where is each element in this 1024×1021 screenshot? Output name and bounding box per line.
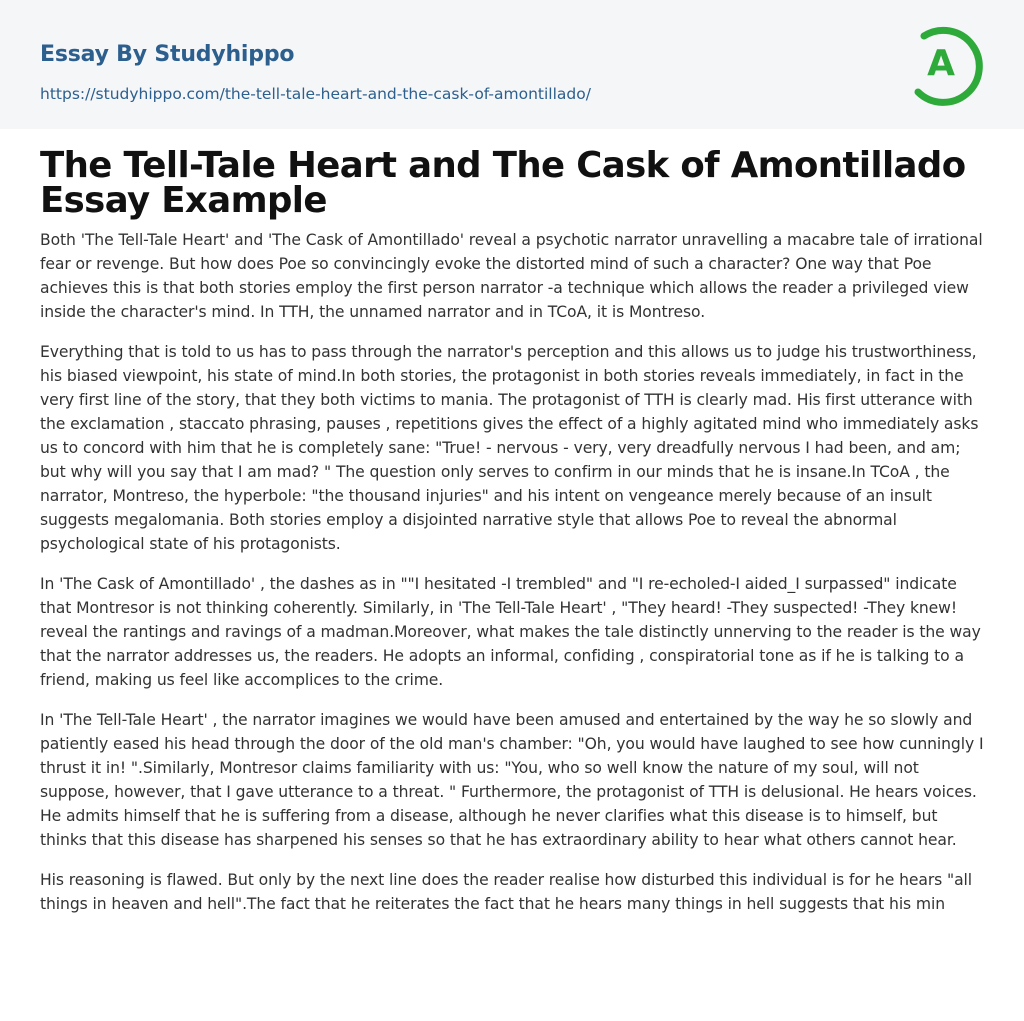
studyhippo-logo-icon[interactable] xyxy=(910,18,988,106)
page-url-link[interactable]: https://studyhippo.com/the-tell-tale-heart-and-the-cask-of-amontillado/ xyxy=(40,85,591,103)
article-body xyxy=(40,228,986,932)
article-paragraph: Everything that is told to us has to pass through the narrator's perception and this allows us to judge his trustworthiness, his biased viewpoint, his state of mind.In both stories, the protagonist in both stories reveals immediately, in fact in the very first line of the story, that they both victims to mania. The protagonist of TTH is clearly mad. His first utterance with the exclamation , staccato phrasing, pauses , repetitions gives the effect of a highly agitated mind who immediately asks us to concord with him that he is completely sane: "True! - nervous - very, very dreadfully nervous I had been, and am; but why will you say that I am mad? " The question only serves to confirm in our minds that he is insane.In TCoA , the narrator, Montreso, the hyperbole: "the thousand injuries" and his intent on vengeance merely because of an insult suggests megalomania. Both stories employ a disjointed narrative style that allows Poe to reveal the abnormal psychological state of his protagonists. xyxy=(40,343,979,553)
article-paragraph: His reasoning is flawed. But only by the next line does the reader realise how disturbed this individual is for he hears "all things in heaven and hell".The fact that he reiterates the fact that he hears many things in hell suggests that his min xyxy=(40,871,973,913)
site-brand[interactable]: Essay By Studyhippo xyxy=(40,42,295,67)
article-paragraph: In 'The Cask of Amontillado' , the dashes as in ""I hesitated -I trembled" and "I re-echoled-I aided_I surpassed" indicate that Montresor is not thinking coherently. Similarly, in 'The Tell-Tale Heart' , "They heard! -They suspected! -They knew! reveal the rantings and ravings of a madman.Moreover, what makes the tale distinctly unnerving to the reader is the way that the narrator addresses us, the readers. He adopts an informal, confiding , conspiratorial tone as if he is talking to a friend, making us feel like accomplices to the crime. xyxy=(40,575,981,689)
logo-letter: A xyxy=(927,43,955,84)
site-header xyxy=(0,0,1024,129)
article-paragraph: In 'The Tell-Tale Heart' , the narrator imagines we would have been amused and entertained by the way he so slowly and patiently eased his head through the door of the old man's chamber: "Oh, you would have laughed to see how cunningly I thrust it in! ".Similarly, Montresor claims familiarity with us: "You, who so well know the nature of my soul, will not suppose, however, that I gave utterance to a threat. " Furthermore, the protagonist of TTH is delusional. He hears voices. He admits himself that he is suffering from a disease, although he never clarifies what this disease is to himself, but thinks that this disease has sharpened his senses so that he has extraordinary ability to hear what others cannot hear. xyxy=(40,711,984,849)
article-title: The Tell-Tale Heart and The Cask of Amontillado Essay Example xyxy=(40,145,966,221)
article-paragraph: Both 'The Tell-Tale Heart' and 'The Cask of Amontillado' reveal a psychotic narrator unravelling a macabre tale of irrational fear or revenge. But how does Poe so convincingly evoke the distorted mind of such a character? One way that Poe achieves this is that both stories employ the first person narrator -a technique which allows the reader a privileged view inside the character's mind. In TTH, the unnamed narrator and in TCoA, it is Montreso. xyxy=(40,231,983,321)
